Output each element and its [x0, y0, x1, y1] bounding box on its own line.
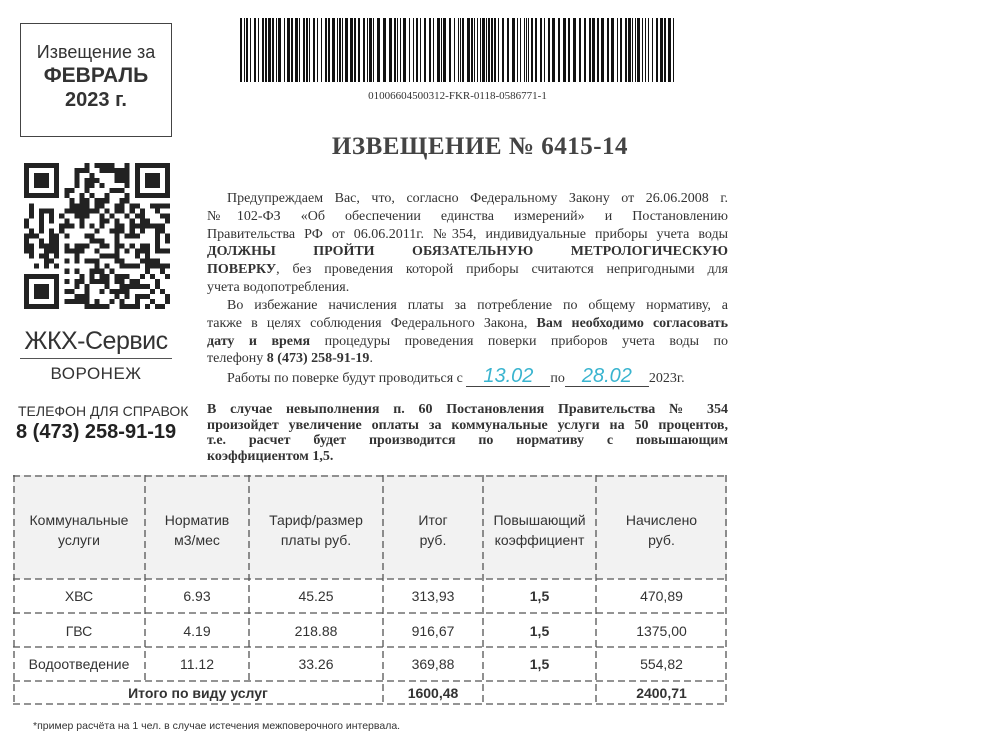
bold-text: Вам необходимо согласовать — [536, 315, 729, 331]
header-text: руб. — [419, 532, 447, 548]
notice-year: 2023 г. — [65, 89, 127, 111]
total-itog: 1600,48 — [407, 685, 459, 701]
paragraph-penalty-warning — [207, 402, 728, 464]
bold-text: ПОВЕРКУ — [207, 262, 277, 278]
schedule-to-date: 28.02 — [565, 368, 649, 387]
table-header-cell — [249, 510, 383, 550]
total-label: Итого по виду услуг — [128, 685, 268, 701]
bold-text: дату и время — [207, 333, 311, 349]
norm-value: 11.12 — [180, 656, 214, 672]
total-value: 916,67 — [411, 623, 455, 639]
header-text: Итог — [418, 512, 448, 528]
paragraph-bold-line: ДОЛЖНЫ ПРОЙТИ ОБЯЗАТЕЛЬНУЮ МЕТРОЛОГИЧЕСКУЮ — [207, 244, 728, 260]
header-text: м3/мес — [174, 532, 220, 548]
paragraph-line — [207, 333, 728, 351]
paragraph-line: произойдет увеличение оплаты за коммунальные услуги на 50 процентов, — [207, 417, 728, 433]
schedule-line — [207, 365, 728, 388]
table-header-cell — [145, 510, 249, 550]
paragraph-warning-law — [207, 190, 728, 297]
charges-table — [13, 475, 727, 705]
table-header-cell — [13, 510, 145, 550]
text: процедуры проведения поверки приборов учета воды по — [310, 333, 728, 349]
header-text: Тариф/размер — [269, 512, 363, 528]
total-value: 313,93 — [411, 588, 455, 604]
charged-value: 1375,00 — [636, 623, 687, 639]
company-name: ЖКХ-Сервис — [20, 327, 172, 359]
qr-code-icon — [24, 163, 170, 309]
header-text: платы руб. — [280, 532, 352, 548]
phone-label: ТЕЛЕФОН ДЛЯ СПРАВОК — [18, 403, 189, 419]
paragraph-line: Предупреждаем Вас, что, согласно Федеральному Закону от 26.06.2008 г. — [227, 191, 728, 206]
tariff-value: 45.25 — [298, 588, 334, 604]
header-text: Повышающий — [493, 512, 586, 528]
bold-text: 8 (473) 258-91-19 — [266, 351, 370, 367]
text: также в целях соблюдения Федерального Закона, — [207, 315, 537, 331]
total-charged: 2400,71 — [636, 685, 687, 701]
paragraph-line — [207, 350, 728, 368]
service-name: Водоотведение — [28, 656, 130, 672]
company-city: ВОРОНЕЖ — [50, 364, 142, 383]
charged-value: 470,89 — [640, 588, 683, 604]
paragraph-instructions — [207, 297, 728, 368]
text: , без проведения которой приборы считаются непригодными для — [276, 262, 728, 278]
norm-value: 6.93 — [183, 588, 211, 604]
paragraph-line: Во избежание начисления платы за потребление по общему нормативу, а — [227, 298, 728, 313]
table-header-cell — [483, 510, 596, 550]
paragraph-line: учета водопотребления. — [207, 279, 350, 295]
schedule-prefix: Работы по поверке будут проводиться с — [227, 371, 463, 386]
schedule-suffix: 2023г. — [648, 371, 685, 386]
table-header-cell — [383, 510, 483, 550]
paragraph-line: В случае невыполнения п. 60 Постановления Правительства № 354 — [207, 402, 728, 417]
notice-title: ИЗВЕЩЕНИЕ № 6415-14 — [331, 133, 629, 160]
header-text: коэффициент — [494, 532, 585, 548]
barcode-icon — [240, 18, 675, 82]
tariff-value: 218.88 — [294, 623, 338, 639]
total-value: 369,88 — [411, 656, 455, 672]
header-text: услуги — [58, 532, 100, 548]
schedule-from-date: 13.02 — [466, 368, 550, 387]
notice-period-label: Извещение за — [36, 42, 156, 62]
company-brand — [20, 327, 172, 384]
notice-month: ФЕВРАЛЬ — [43, 64, 149, 87]
table-header-cell — [596, 510, 727, 550]
service-name: ХВС — [64, 588, 94, 604]
paragraph-line: №102-ФЗ «Об обеспечении единства измерений» и Постановлению — [207, 208, 728, 224]
text: . — [369, 351, 373, 367]
charged-value: 554,82 — [640, 656, 683, 672]
coefficient-value: 1,5 — [529, 656, 550, 672]
paragraph-line — [207, 315, 728, 333]
header-text: Начислено — [625, 512, 698, 528]
notice-period-box — [20, 23, 172, 137]
coefficient-value: 1,5 — [529, 623, 550, 639]
header-text: Норматив — [164, 512, 230, 528]
schedule-middle: по — [550, 371, 565, 386]
paragraph-line — [207, 261, 728, 279]
paragraph-line: коэффициентом 1,5. — [207, 448, 334, 464]
tariff-value: 33.26 — [298, 656, 334, 672]
service-name: ГВС — [65, 623, 93, 639]
header-text: руб. — [648, 532, 675, 548]
paragraph-line: Правительства РФ от 06.06.2011г. №354, индивидуальные приборы учета воды — [207, 226, 728, 242]
paragraph-line: т.е. расчет будет производится по нормативу с повышающим — [207, 433, 728, 448]
barcode-number: 01006604500312-FKR-0118-0586771-1 — [368, 90, 547, 102]
coefficient-value: 1,5 — [529, 588, 550, 604]
footnote: *пример расчёта на 1 чел. в случае истечения межповерочного интервала. — [33, 720, 401, 732]
phone-number: 8 (473) 258-91-19 — [16, 421, 177, 443]
text: телефону — [207, 351, 267, 367]
norm-value: 4.19 — [183, 623, 211, 639]
header-text: Коммунальные — [29, 512, 129, 528]
